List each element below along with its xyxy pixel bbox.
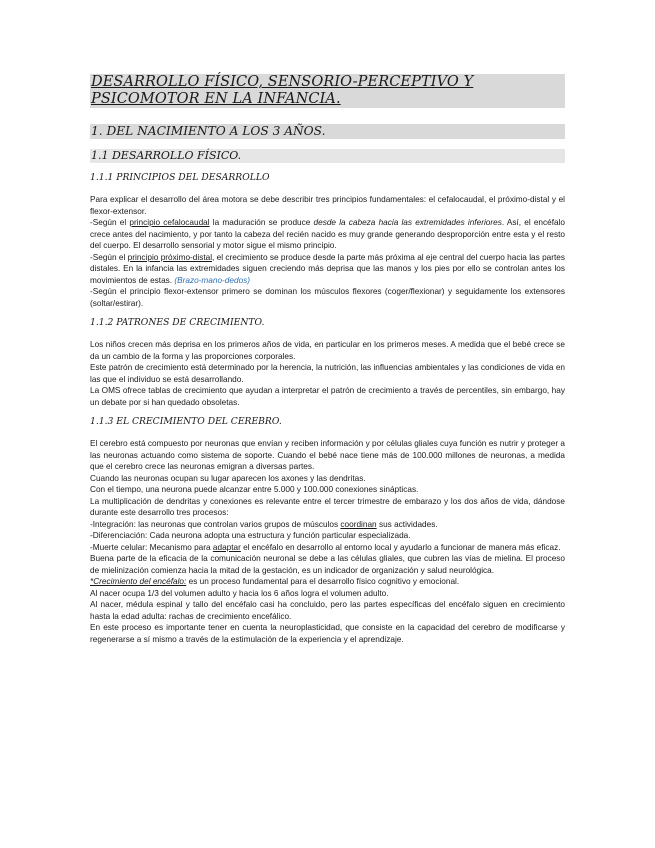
paragraph: Al nacer, médula espinal y tallo del encéfalo casi ha concluido, pero las partes específicas del encéfalo siguen en crecimiento hasta la edad adulta: rachas de crecimiento encefálico.: [90, 600, 565, 621]
underlined-term: coordinan: [340, 519, 377, 529]
paragraph: Al nacer ocupa 1/3 del volumen adulto y hacia los 6 años logra el volumen adulto.: [90, 588, 389, 598]
paragraph: -Diferenciación: Cada neurona adopta una estructura y función particular especializada.: [90, 531, 411, 540]
text-run: , el crecimiento se produce desde la parte más próxima al eje central del cuerpo hacia las partes distales. En la infancia las extremidades siguen creciendo más deprisa que las manos y los pies por ello se controlan antes los movimientos de estas.: [90, 252, 565, 285]
document-title: DESARROLLO FÍSICO, SENSORIO-PERCEPTIVO Y PSICOMOTOR EN LA INFANCIA.: [90, 74, 565, 108]
document-body: [90, 74, 565, 645]
underlined-term: principio cefalocaudal: [129, 218, 210, 227]
text-run: sus actividades.: [376, 519, 438, 529]
subsection-heading-1-1-1: 1.1.1 PRINCIPIOS DEL DESARROLLO: [90, 172, 270, 183]
blue-note: (Brazo-mano-dedos): [174, 275, 251, 285]
paragraph-proximo-distal: [90, 252, 565, 287]
paragraph: El cerebro está compuesto por neuronas que envían y reciben información y por células gliales cuya función es nutrir y proteger a las neuronas actuando como sistema de soporte. Cuando el bebé nace tiene más de 100.000 millones de neuronas, a medida que el cerebro crece las neuronas emigran a diversas partes.: [90, 439, 565, 471]
paragraph: La OMS ofrece tablas de crecimiento que ayudan a interpretar el patrón de crecimiento a través de percentiles, sin embargo, hay un debate por si han quedado obsoletas.: [90, 386, 565, 407]
paragraph-intro: Para explicar el desarrollo del área motora se debe describir tres principios fundamentales: el cefalocaudal, el próximo-distal y el flexor-extensor.: [90, 195, 565, 216]
subsection-heading-1-1-2: 1.1.2 PATRONES DE CRECIMIENTO.: [90, 317, 265, 328]
underlined-term: *Crecimiento del encéfalo:: [90, 577, 187, 586]
text-run: es un proceso fundamental para el desarrollo físico cognitivo y emocional.: [186, 577, 460, 586]
paragraph: En este proceso es importante tener en cuenta la neuroplasticidad, que consiste en la capacidad del cerebro de modificarse y regenerarse a sí mismo a través de la estimulación de la experiencia y el aprendizaje.: [90, 623, 565, 644]
paragraph-integracion: [90, 519, 565, 531]
paragraph-flexor-extensor: -Según el principio flexor-extensor primero se dominan los músculos flexores (coger/flexionar) y seguidamente los extensores (soltar/estirar).: [90, 287, 565, 308]
text-run: -Según el: [90, 218, 130, 227]
paragraph-muerte-celular: [90, 542, 565, 554]
text-run: -Integración: las neuronas que controlan varios grupos de músculos: [90, 519, 341, 529]
paragraph-crecimiento-encefalo: [90, 576, 565, 588]
paragraph: Los niños crecen más deprisa en los primeros años de vida, en particular en los primeros meses. A medida que el bebé crece se da un cambio de la forma y las proporciones corporales.: [90, 340, 565, 361]
italic-term: desde la cabeza hacia las extremidades inferiores: [313, 218, 502, 227]
subsection-heading-1-1-3: 1.1.3 EL CRECIMIENTO DEL CEREBRO.: [90, 416, 282, 427]
paragraph-cefalocaudal: [90, 217, 565, 252]
text-run: -Muerte celular: Mecanismo para: [90, 542, 213, 552]
text-run: la maduración se produce: [209, 218, 314, 227]
section-heading-1: 1. DEL NACIMIENTO A LOS 3 AÑOS.: [90, 124, 565, 139]
underlined-term: principio próximo-distal: [127, 252, 213, 262]
paragraph: Cuando las neuronas ocupan su lugar aparecen los axones y las dendritas.: [90, 473, 366, 483]
text-run: el encéfalo en desarrollo al entorno local y ayudarlo a funcionar de manera más eficaz.: [240, 542, 561, 552]
paragraph: Este patrón de crecimiento está determinado por la herencia, la nutrición, las influencias ambientales y las condiciones de vida en las que el individuo se está desarrollando.: [90, 363, 565, 384]
underlined-term: adaptar: [212, 542, 241, 552]
paragraph: La multiplicación de dendritas y conexiones es relevante entre el tercer trimestre de embarazo y los dos años de vida, dándose durante este desarrollo tres procesos:: [90, 496, 565, 517]
paragraph: Buena parte de la eficacia de la comunicación neuronal se debe a las células gliales, que cubren las vías de mielina. El proceso de mielinización comienza hacia la mitad de la gestación, es un indicador de organización y salud neurológica.: [90, 554, 565, 575]
text-run: -Según el: [90, 252, 128, 262]
paragraph: Con el tiempo, una neurona puede alcanzar entre 5.000 y 100.000 conexiones sinápticas.: [90, 485, 419, 494]
text-run: . Así, el encéfalo crece antes del nacimiento, y por tanto la cabeza del recién nacido es muy grande generando desproporción entre esta y el resto del cuerpo. El desarrollo sensorial y motor sigue el mismo principio.: [90, 218, 566, 250]
section-heading-1-1: 1.1 DESARROLLO FÍSICO.: [90, 149, 565, 163]
